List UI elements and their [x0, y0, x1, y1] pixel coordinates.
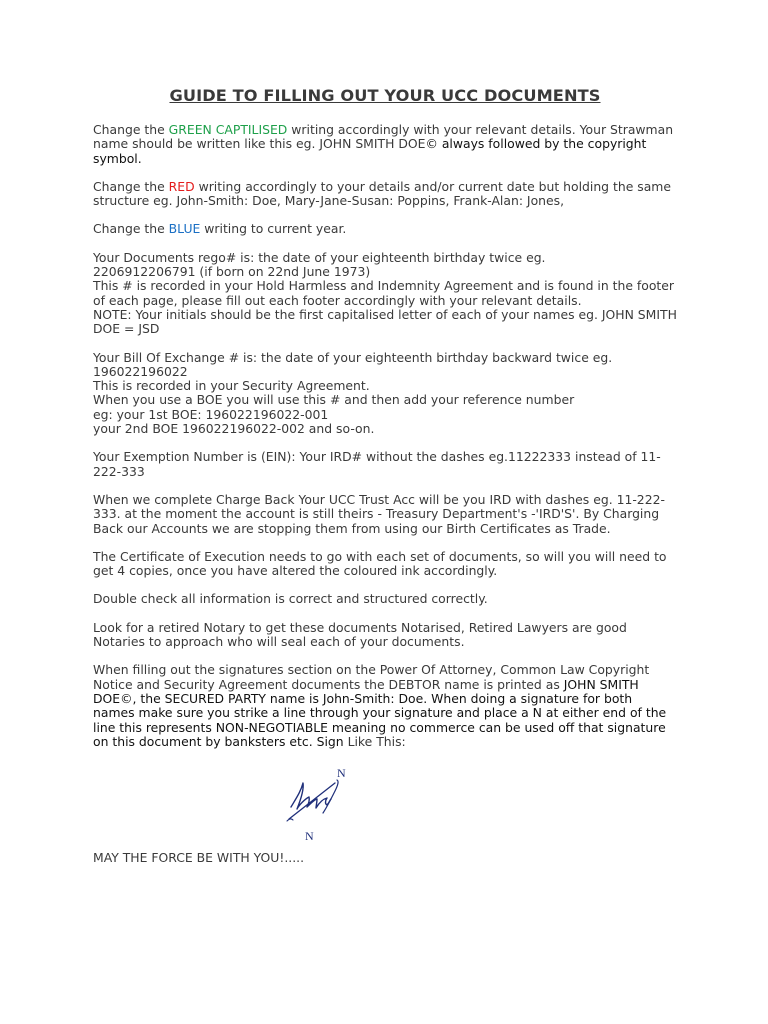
blue-highlight-text: BLUE	[168, 221, 201, 237]
paragraph-exemption-number: Your Exemption Number is (EIN): Your IRD# without the dashes eg.11222333 instead of 11-222-333	[93, 449, 661, 479]
paragraph-notary: Look for a retired Notary to get these documents Notarised, Retired Lawyers are good Notaries to approach who will seal each of your documents.	[93, 619, 627, 650]
signature-n-top: N	[337, 766, 346, 781]
signature-n-bottom: N	[305, 829, 314, 844]
paragraph-signatures: When filling out the signatures section on the Power Of Attorney, Common Law Copyright Notice and Security Agreement documents the DEBTOR name is printed as JOHN SMITH DOE©, the SECURED PARTY name is John-Smith: Doe. When doing a signature for both names make sure you strike a line through your signature and place a N at either end of the line this represents NON-NEGOTIABLE meaning no commerce can be used off that signature on this document by banksters etc. Sign Like This:	[93, 662, 667, 749]
green-highlight-text: GREEN CAPTILISED	[168, 122, 288, 137]
paragraph-documents-rego: Your Documents rego# is: the date of your eighteenth birthday twice eg. 2206912206791 (if born on 22nd June 1973) This # is recorded in your Hold Harmless and Indemnity Agreement and is found in the footer of each page, please fill out each footer accordingly with your relevant details. NOTE: Your initials should be the first capitalised letter of each of your names eg. JOHN SMITH DOE = JSD	[93, 249, 677, 337]
document-page	[93, 86, 677, 879]
signature-example	[93, 757, 677, 843]
paragraph-double-check: Double check all information is correct and structured correctly.	[93, 591, 488, 607]
signature-instructions-black-text: JOHN SMITH DOE©, the SECURED PARTY name is John-Smith: Doe. When doing a signature for both names make sure you strike a line through your signature and place a N at either end of the line this represents NON-NEGOTIABLE meaning no commerce can be used off that signature on this document by banksters etc. Sign	[93, 676, 667, 749]
red-highlight-text: RED	[168, 178, 195, 194]
paragraph-red-instructions: Change the RED writing accordingly to your details and/or current date but holding the same structure eg. John-Smith: Doe, Mary-Jane-Susan: Poppins, Frank-Alan: Jones,	[93, 178, 672, 209]
closing-line: MAY THE FORCE BE WITH YOU!.....	[93, 850, 305, 866]
paragraph-bill-of-exchange: Your Bill Of Exchange # is: the date of your eighteenth birthday backward twice eg. 196022196022 This is recorded in your Security Agreement. When you use a BOE you will use this # and then add your reference number eg: your 1st BOE: 196022196022-001 your 2nd BOE 196022196022-002 and so-on.	[93, 349, 613, 437]
paragraph-blue-instructions: Change the BLUE writing to current year.	[93, 221, 347, 237]
paragraph-green-instructions: Change the GREEN CAPTILISED writing accordingly with your relevant details. Your Strawman name should be written like this eg. JOHN SMITH DOE© always followed by the copyright symbol.	[93, 122, 674, 166]
paragraph-certificate-of-execution: The Certificate of Execution needs to go with each set of documents, so will you will need to get 4 copies, once you have altered the coloured ink accordingly.	[93, 548, 667, 579]
paragraph-charge-back: When we complete Charge Back Your UCC Trust Acc will be you IRD with dashes eg. 11-222-333. at the moment the account is still theirs - Treasury Department's -'IRD'S'. By Charging Back our Accounts we are stopping them from using our Birth Certificates as Trade.	[93, 491, 665, 536]
copyright-note: © always followed by the copyright symbol.	[93, 136, 647, 166]
signature-image	[283, 763, 363, 843]
document-title: GUIDE TO FILLING OUT YOUR UCC DOCUMENTS	[169, 86, 601, 105]
